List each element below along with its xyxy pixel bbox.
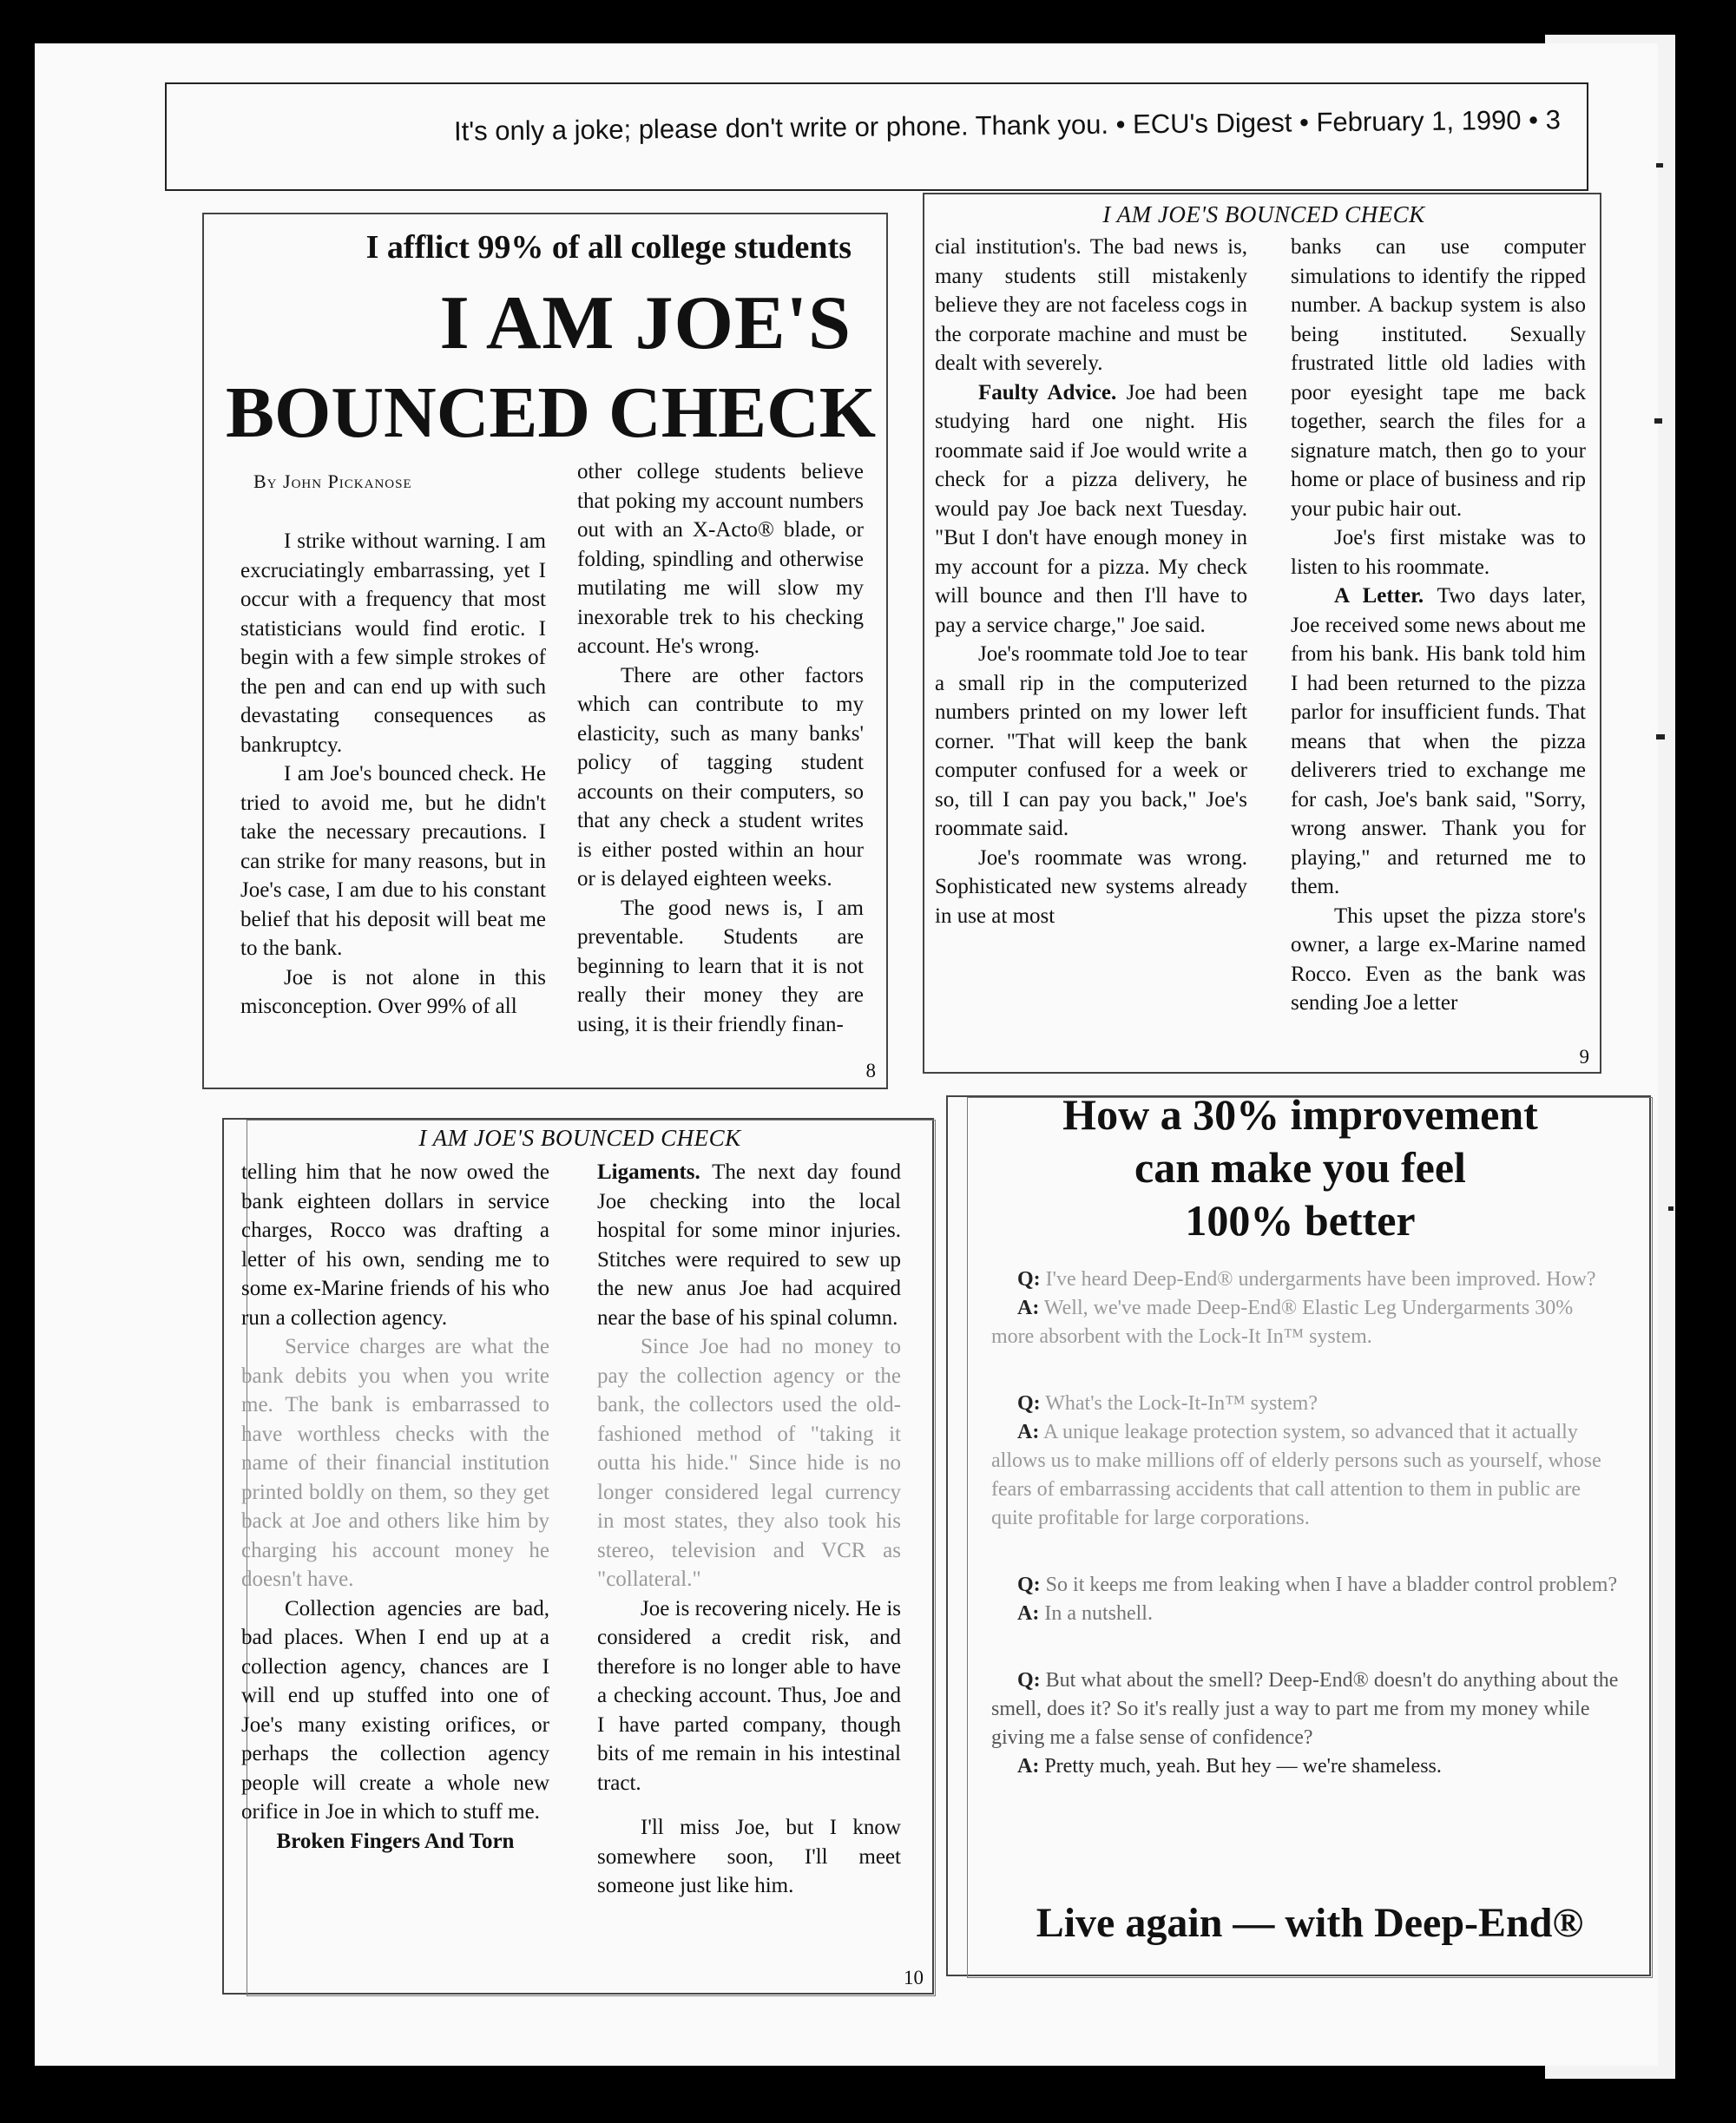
paragraph: I'll miss Joe, but I know somewhere soon, I'll meet someone just like him. — [597, 1816, 901, 1897]
running-head: I AM JOE'S BOUNCED CHECK — [1102, 201, 1425, 227]
subhead-broken-fingers — [241, 1827, 549, 1857]
q-label: Q: — [1017, 1574, 1041, 1596]
paragraph: Joe is not alone in this misconception. Over 99% of all — [240, 965, 546, 1018]
article-2-box — [923, 193, 1601, 1074]
paragraph: The good news is, I am preventable. Students are beginning to learn that it is not really their money they are using, it is their friendly finan- — [577, 896, 864, 1036]
scan-mark — [1656, 163, 1663, 168]
paragraph: Joe's roommate was wrong. Sophisticated new systems already in use at most — [935, 845, 1247, 928]
question — [991, 1390, 1621, 1418]
question — [991, 1571, 1621, 1600]
article-3-box — [222, 1118, 934, 1995]
subhead-text: Broken Fingers And Torn — [276, 1829, 515, 1853]
header-line: It's only a joke; please don't write or phone. Thank you. • ECU's Digest • February 1, 1990 • 3 — [453, 104, 1562, 147]
paragraph: banks can use computer simulations to identify the ripped number. A backup system is also being instituted. Sexually frustrated little old ladies with poor eyesight tape me back together, search the files for a signature match, then go to your home or place of business and rip your pubic hair out. — [1291, 235, 1586, 521]
paragraph-text: Joe had been studying hard one night. His roommate said if Joe would write a check for a pizza delivery, he would pay Joe back next Tuesday. "But I don't have enough money in my account for a pizza. My check will bounce and then I'll have to pay a service charge," Joe said. — [935, 380, 1247, 637]
answer — [991, 1418, 1621, 1533]
article-1-title-line2: BOUNCED CHECK — [226, 372, 877, 453]
article-3-column-2 — [597, 1158, 901, 1901]
question — [991, 1265, 1621, 1294]
paragraph: Collection agencies are bad, bad places. When I end up at a collection agency, chances are I will end up stuffed into one of Joe's many existing orifices, or perhaps the collection agency people will create a whole new orifice in Joe in which to stuff me. — [241, 1596, 549, 1824]
a-label: A: — [1017, 1297, 1040, 1319]
advertisement-box — [946, 1090, 1651, 1976]
paragraph: Since Joe had no money to pay the collection agency or the bank, the collectors used the old-fashioned method of "taking it outta his hide." Since hide is no longer considered legal currency in most states, they also took his stereo, television and VCR as "collateral." — [597, 1335, 901, 1591]
ad-qa — [991, 1265, 1621, 1781]
paragraph: Joe's first mistake was to listen to his roommate. — [1291, 526, 1586, 579]
article-1-kicker: I afflict 99% of all college students — [365, 229, 852, 266]
paragraph — [597, 1158, 901, 1332]
article-2-column-1 — [935, 233, 1247, 930]
scan-mark — [1656, 734, 1665, 739]
paragraph: This upset the pizza store's owner, a large ex-Marine named Rocco. Even as the bank was sending Joe a letter — [1291, 904, 1586, 1015]
q-label: Q: — [1017, 1669, 1041, 1692]
paragraph: Joe is recovering nicely. He is considered a credit risk, and therefore is no longer able to have a checking account. Thus, Joe and I have parted company, though bits of me remain in his intestinal tract. — [597, 1596, 901, 1795]
paragraph: telling him that he now owed the bank eighteen dollars in service charges, Rocco was drafting a letter of his own, sending me to some ex-Marine friends of his who run a collection agency. — [241, 1160, 549, 1330]
question-text: So it keeps me from leaking when I have a bladder control problem? — [1045, 1574, 1618, 1596]
a-label: A: — [1017, 1421, 1040, 1443]
question-text: I've heard Deep-End® undergarments have been improved. How? — [1045, 1268, 1596, 1291]
page-number: 8 — [865, 1060, 876, 1081]
paragraph — [1291, 582, 1586, 902]
page-number: 10 — [904, 1967, 924, 1988]
article-1-box — [202, 213, 888, 1089]
q-label: Q: — [1017, 1268, 1041, 1291]
answer — [991, 1752, 1621, 1781]
paragraph: I am Joe's bounced check. He tried to avoid me, but he didn't take the necessary precautions. I can strike for many reasons, but in Joe's case, I am due to his constant belief that his deposit will beat me to the bank. — [240, 762, 546, 960]
ad-headline — [948, 1088, 1653, 1247]
paragraph-text: The next day found Joe checking into the local hospital for some minor injuries. Stitches were required to sew up the new anus Joe had acquired near the base of his spinal column. — [597, 1160, 901, 1330]
paragraph: Joe's roommate told Joe to tear a small rip in the computerized numbers printed on my lower left corner. "That will keep the bank computer confused for a week or so, till I can pay you back," Joe's roommate said. — [935, 642, 1247, 840]
subhead-a-letter: A Letter. — [1334, 584, 1424, 608]
paragraph: other college students believe that poking my account numbers out with an X-Acto® blade, or folding, spindling and otherwise mutilating me will slow my inexorable trek to his checking account. He's wrong. — [577, 460, 864, 658]
ad-headline-line: How a 30% improvement — [1062, 1090, 1538, 1139]
answer-text: Well, we've made Deep-End® Elastic Leg Undergarments 30% more absorbent with the Lock-It In™ system. — [991, 1297, 1574, 1348]
paragraph — [935, 378, 1247, 641]
ad-headline-line: can make you feel — [1134, 1143, 1466, 1192]
ad-tagline: Live again — with Deep-End® — [1036, 1900, 1584, 1946]
running-head: I AM JOE'S BOUNCED CHECK — [418, 1125, 741, 1151]
article-1-column-1 — [240, 527, 546, 1022]
article-1-title-line1: I AM JOE'S — [439, 281, 852, 365]
question-text: What's the Lock-It-In™ system? — [1045, 1392, 1318, 1415]
paragraph: cial institution's. The bad news is, many students still mistakenly believe they are not faceless cogs in the corporate machine and must be dealt with severely. — [935, 235, 1247, 375]
a-label: A: — [1017, 1602, 1040, 1625]
ad-headline-line: 100% better — [1185, 1196, 1416, 1245]
question-text: But what about the smell? Deep-End® doesn't do anything about the smell, does it? So it's really just a way to part me from my money while giving me a false sense of confidence? — [991, 1669, 1619, 1749]
answer — [991, 1600, 1621, 1628]
article-3-column-1 — [241, 1158, 549, 1856]
page-number: 9 — [1579, 1046, 1589, 1068]
article-2-column-2 — [1291, 233, 1586, 1018]
answer-text: In a nutshell. — [1044, 1602, 1153, 1625]
scan-mark — [1654, 418, 1662, 424]
q-label: Q: — [1017, 1392, 1041, 1415]
answer — [991, 1294, 1621, 1351]
subhead-faulty-advice: Faulty Advice. — [978, 380, 1117, 404]
subhead-ligaments: Ligaments. — [597, 1160, 700, 1184]
paragraph: I strike without warning. I am excruciatingly embarrassing, yet I occur with a frequency that most statisticians would find erotic. I begin with a few simple strokes of the pen and can end up with such devastating consequences as bankruptcy. — [240, 529, 546, 757]
answer-text: Pretty much, yeah. But hey — we're shameless. — [1044, 1755, 1442, 1778]
byline: By John Pickanose — [253, 470, 412, 492]
scan-mark — [1668, 1206, 1674, 1211]
a-label: A: — [1017, 1755, 1040, 1778]
page-header — [165, 82, 1588, 191]
paragraph-text: Two days later, Joe received some news about me from his bank. His bank told him I had been returned to the pizza parlor for insufficient funds. That means that when the pizza deliverers tried to exchange me for cash, Joe's bank said, "Sorry, wrong answer. Thank you for playing," and returned me to them. — [1291, 584, 1586, 898]
paragraph: Service charges are what the bank debits you when you write me. The bank is embarrassed to have worthless checks with the name of their financial institution printed boldly on them, so they get back at Joe and others like him by charging his account money he doesn't have. — [241, 1335, 549, 1591]
answer-text: A unique leakage protection system, so advanced that it actually allows us to make millions off of elderly persons such as yourself, whose fears of embarrassing accidents that call attention to them in public are quite profitable for large corporations. — [991, 1421, 1601, 1529]
article-1-column-2 — [577, 457, 864, 1039]
paragraph: There are other factors which can contribute to my elasticity, such as many banks' policy of tagging student accounts on their computers, so that any check a student writes is either posted within an hour or is delayed eighteen weeks. — [577, 663, 864, 891]
question — [991, 1666, 1621, 1752]
